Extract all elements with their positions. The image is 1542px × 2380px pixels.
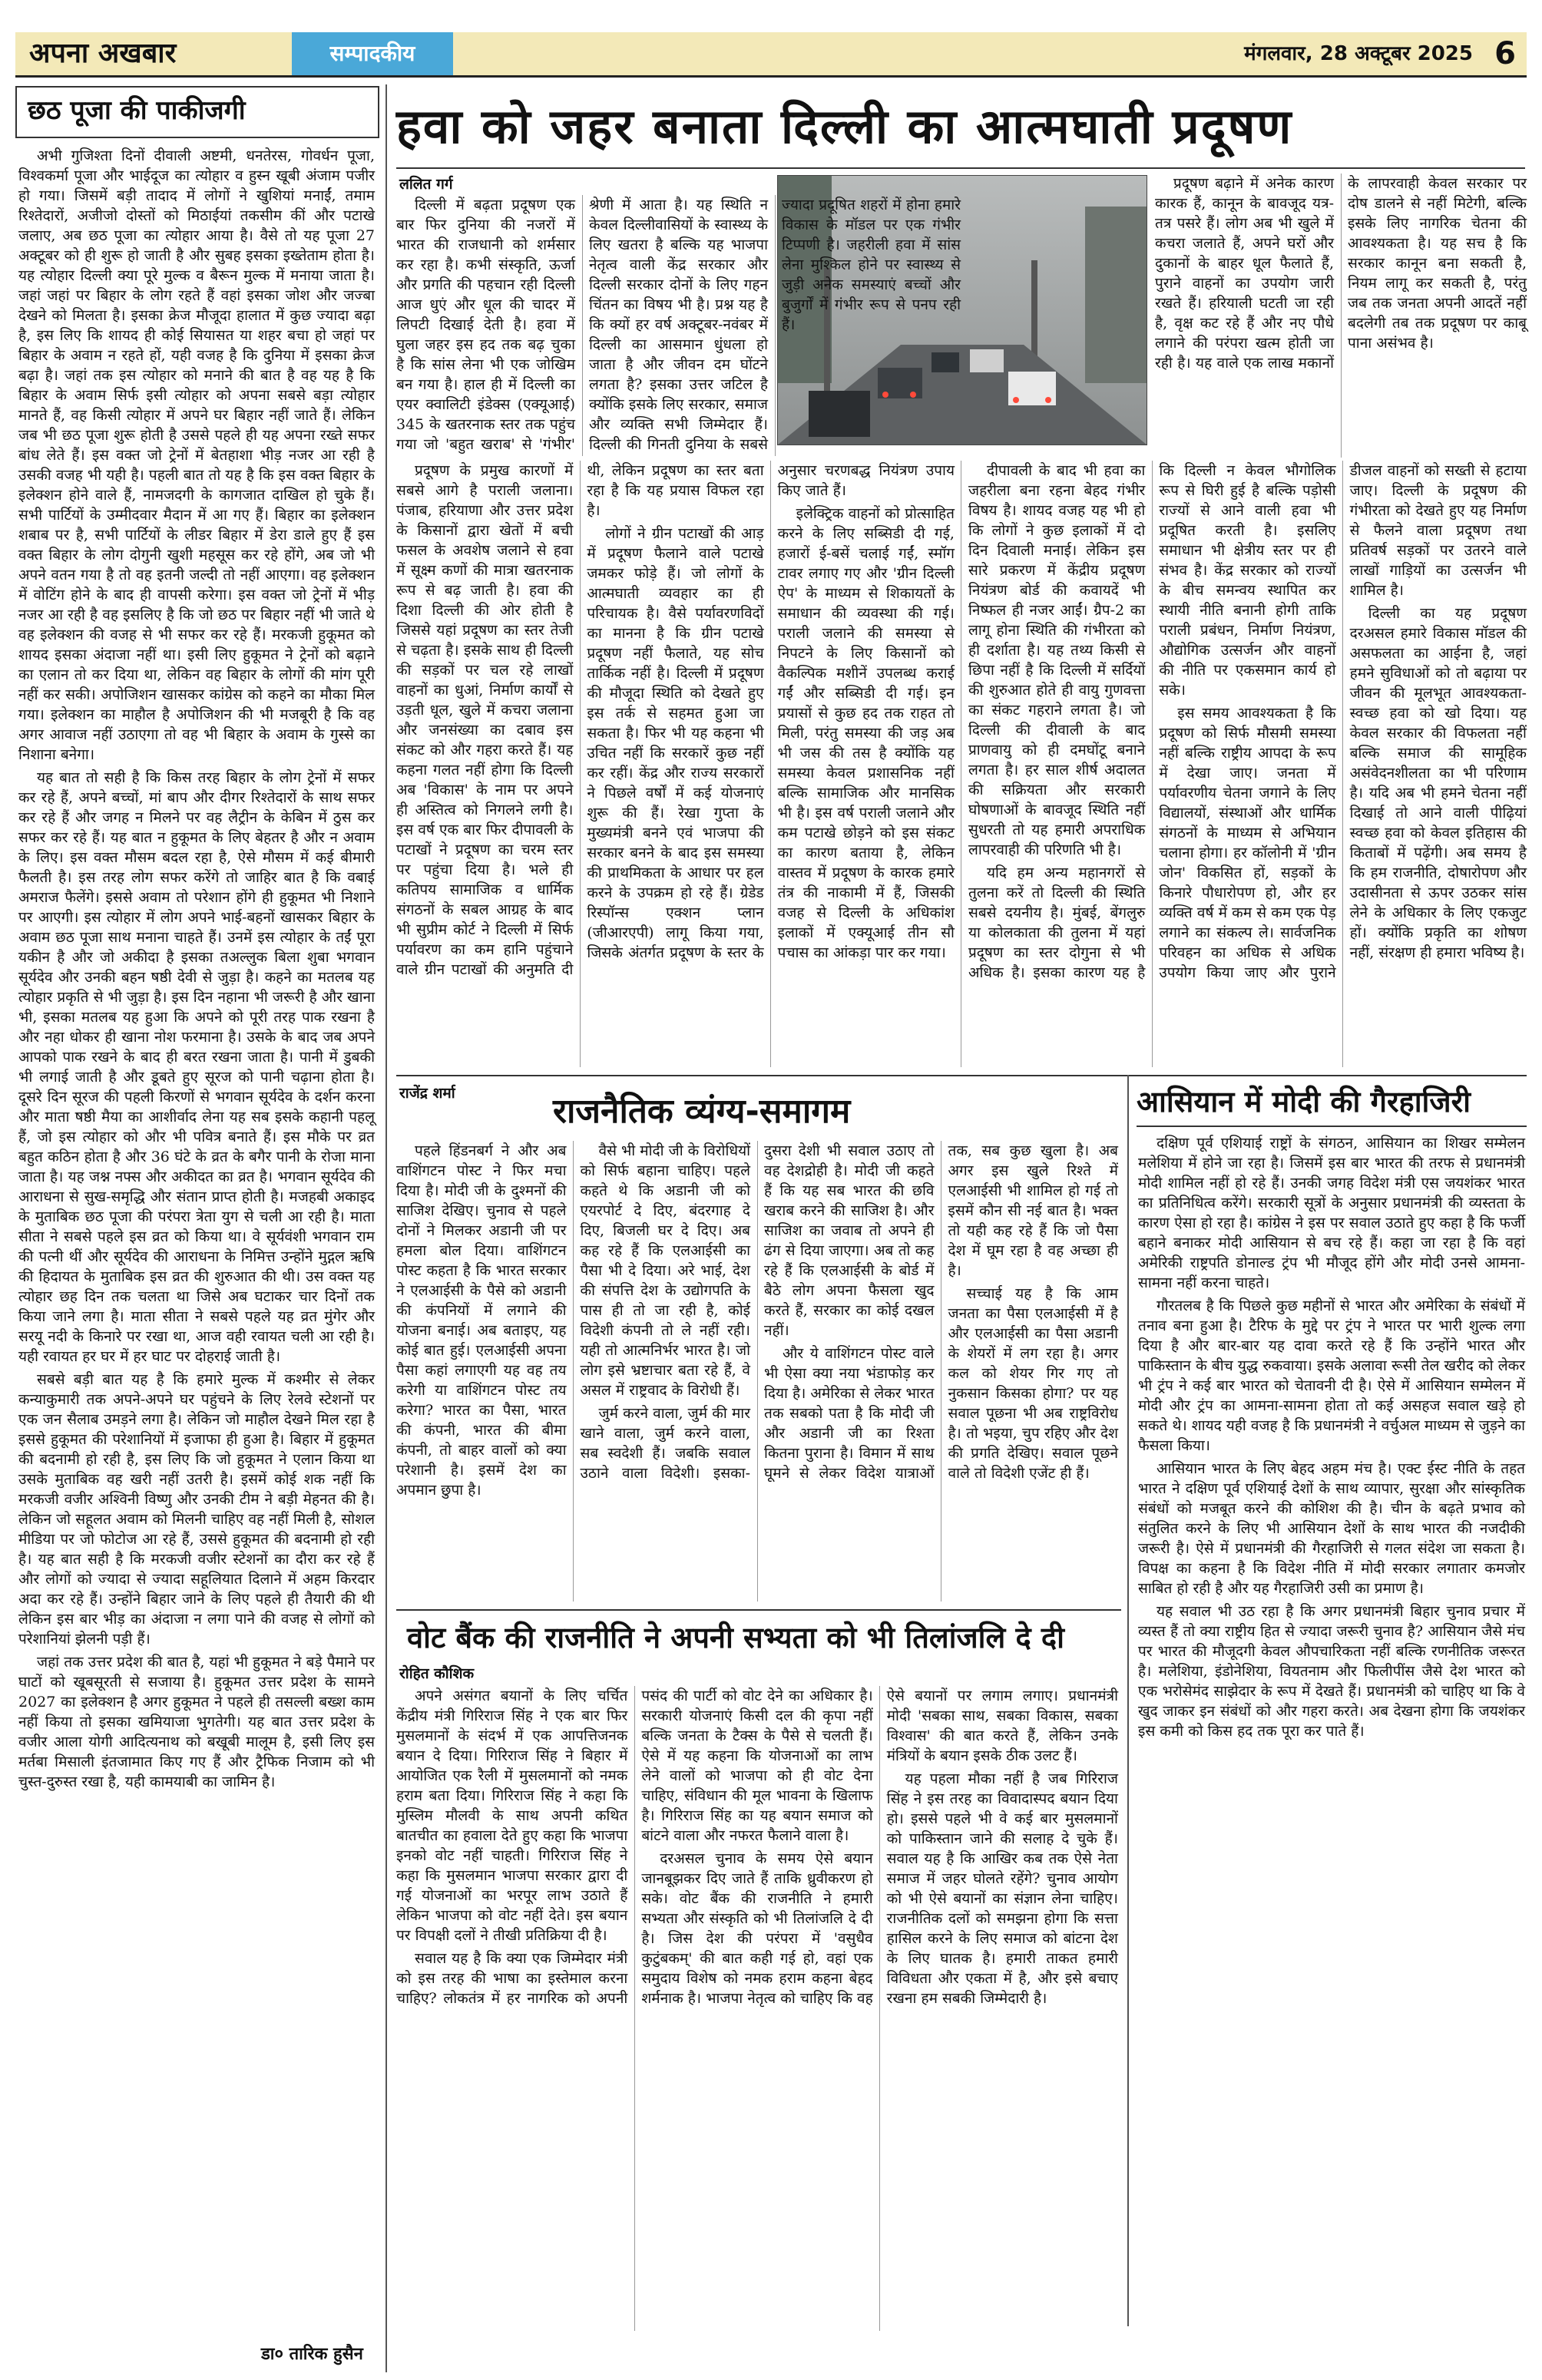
section-rule <box>396 1075 1527 1076</box>
section-rule <box>396 1609 1121 1611</box>
votebank-article-paragraph: यह पहला मौका नहीं है जब गिरिराज सिंह ने इस तरह का विवादास्पद बयान दिया हो। इससे पहले भी वे कई बार मुसलमानों को पाकिस्तान जाने की सलाह दे चुके हैं। सवाल यह है कि आखिर कब तक ऐसे नेता समाज में जहर घोलते रहेंगे? चुनाव आयोग को भी ऐसे बयानों का संज्ञान लेना चाहिए। राजनीतिक दलों को समझना होगा कि सत्ता हासिल करने के लिए समाज को बांटना देश के लिए घातक है। हमारी ताकत हमारी विविधता और एकता में है, और इसे बचाए रखना हम सबकी जिम्मेदारी है। <box>886 1770 1118 2007</box>
main-article-body-lower <box>396 461 1527 1067</box>
asean-article-paragraph: दक्षिण पूर्व एशियाई राष्ट्रों के संगठन, आसियान का शिखर सम्मेलन मलेशिया में होने जा रहा है। जिसमें इस बार भारत की तरफ से प्रधानमंत्री मोदी शामिल नहीं हो रहे हैं। उनकी जगह विदेश मंत्री एस जयशंकर भारत का प्रतिनिधित्व करेंगे। सरकारी सूत्रों के अनुसार प्रधानमंत्री की व्यस्तता के कारण ऐसा हो रहा है। कांग्रेस ने इस पर सवाल उठाते हुए कहा है कि फर्जी बहाने बनाकर मोदी आसियान से बच रहे हैं। कहा जा रहा है कि वहां अमेरिकी राष्ट्रपति डोनाल्ड ट्रंप भी मौजूद होंगे और मोदी उनसे आमना-सामना नहीं करना चाहते। <box>1138 1135 1525 1291</box>
satire-article-paragraph: वैसे भी मोदी जी के विरोधियों को सिर्फ बहाना चाहिए। पहले कहते थे कि अडानी जी को एयरपोर्ट दे दिए, बंदरगाह दे दिए, बिजली घर दे दिए। अब कह रहे हैं कि एलआईसी का पैसा भी दे दिया। अरे भाई, देश की संपत्ति देश के उद्योगपति के पास ही तो जा रही है, कोई विदेशी कंपनी तो ले नहीं रही। यही तो आत्मनिर्भर भारत है। जो लोग इसे भ्रष्टाचार बता रहे हैं, वे असल में राष्ट्रवाद के विरोधी हैं। <box>580 1142 751 1399</box>
main-article-paragraph: इस समय आवश्यकता है कि प्रदूषण को सिर्फ मौसमी समस्या नहीं बल्कि राष्ट्रीय आपदा के रूप में देखा जाए। जनता में पर्यावरणीय चेतना जगाने के लिए विद्यालयों, संस्थाओं और धार्मिक संगठनों के माध्यम से अभियान चलाना होगा। हर कॉलोनी में 'ग्रीन जोन' विकसित हों, सड़कों के किनारे पौधारोपण हो, और हर व्यक्ति वर्ष में कम से कम एक पेड़ लगाने का संकल्प ले। सार्वजनिक परिवहन का अधिक से अधिक उपयोग किया जाए और पुराने डीजल वाहनों को सख्ती से हटाया जाए। दिल्ली के प्रदूषण की गंभीरता को देखते हुए यह निर्माण से फैलने वाला प्रदूषण तथा प्रतिवर्ष सड़कों पर उतरने वाले लाखों गाड़ियों का उत्सर्जन भी शामिल है। <box>1159 462 1527 981</box>
section-label: सम्पादकीय <box>292 32 453 75</box>
satire-article-title: राजनैतिक व्यंग्य-समागम <box>553 1092 851 1131</box>
left-article-title: छठ पूजा की पाकीजगी <box>28 95 246 126</box>
votebank-article-paragraph: अपने असंगत बयानों के लिए चर्चित केंद्रीय मंत्री गिरिराज सिंह ने एक बार फिर मुसलमानों के संदर्भ में एक आपत्तिजनक बयान दे दिया। गिरिराज सिंह ने बिहार में आयोजित एक रैली में मुसलमानों को नमक हराम बता दिया। गिरिराज सिंह ने कहा कि मुस्लिम मौलवी के साथ अपनी कथित बातचीत का हवाला देते हुए कहा कि भाजपा इनको वोट नहीं चाहती। गिरिराज सिंह ने कहा कि मुसलमान भाजपा सरकार द्वारा दी गई योजनाओं का भरपूर लाभ उठाते हैं लेकिन भाजपा को वोट नहीं देते। इस बयान पर विपक्षी दलों ने तीखी प्रतिक्रिया दी है। <box>396 1687 628 1944</box>
satire-article-body <box>396 1141 1118 1602</box>
left-article-paragraph: सबसे बड़ी बात यह है कि हमारे मुल्क में कश्मीर से लेकर कन्याकुमारी तक अपने-अपने घर पहुंचने के लिए रेलवे स्टेशनों पर एक जन सैलाब उमड़ने लगा है। लेकिन जो माहौल देखने मिल रहा है इससे हुकूमत की परेशानियों में इजाफा ही हुआ है। बिहार में हुकूमत की बदनामी हो रही है, इस लिए कि जो हुकूमत ने एलान किया था उसके मुताबिक वह खरी नहीं उतरी है। इसमें कोई शक नहीं कि मरकजी वजीर अश्विनी विष्णु और उनकी टीम ने बड़ी मेहनत की है। लेकिन जो सहूलत अवाम को मिलनी चाहिए वह नहीं मिली है, सोशल मीडिया पर जो फोटोज आ रहे हैं, उससे हुकूमत की बदनामी हो रही है। यह बात सही है कि मरकजी वजीर स्टेशनों का दौरा कर रहे हैं और लोगों को ज्यादा से ज्यादा सहूलियात दिलाने में अहम किरदार अदा कर रहे हैं। उन्होंने बिहार जाने के लिए पहले ही तैयारी की थी लेकिन इस बार भीड़ का अंदाजा न लगा पाने की वजह से लोगों को परेशानियां झेलनी पड़ी हैं। <box>18 1371 375 1648</box>
page-number: 6 <box>1494 36 1516 71</box>
page-header <box>15 32 1527 78</box>
left-article-paragraph: जहां तक उत्तर प्रदेश की बात है, यहां भी हुकूमत ने बड़े पैमाने पर घाटों को खूबसूरती से सजाया है। हुकूमत उत्तर प्रदेश के सामने 2027 का इलेक्शन है अगर हुकूमत ने पहले ही तसल्ली बख्श काम नहीं किया तो इसका खमियाजा भुगतेगी। यह बात उत्तर प्रदेश के वजीर आला योगी आदित्यनाथ को बखूबी मालूम है, इसी लिए इस मर्तबा मिसाली इंतजामात किए गए हैं और ट्रैफिक निजाम को भी चुस्त-दुरुस्त रखा है, यही कामयाबी का जामिन है। <box>18 1654 375 1790</box>
main-article-paragraph: प्रदूषण बढ़ाने में अनेक कारण कारक हैं, कानून के बावजूद यत्र-तत्र पसरे हैं। लोग अब भी खुले में कचरा जलाते हैं, अपने घरों और दुकानों के बाहर धूल फैलाते हैं, पुराने वाहनों का उपयोग जारी रखते हैं। हरियाली घटती जा रही है, वृक्ष कट रहे हैं और नए पौधे लगाने की परंपरा खत्म होती जा रही है। यह वाले एक लाख मकानों के लापरवाही केवल सरकार पर दोष डालने से नहीं मिटेगी, बल्कि इसके लिए नागरिक चेतना की आवश्यकता है। यह सच है कि सरकार कानून बना सकती है, नियम लागू कर सकती है, परंतु जब तक जनता अपनी आदतें नहीं बदलेगी तब तक प्रदूषण पर काबू पाना असंभव है। <box>1155 175 1527 372</box>
main-article-author: ललित गर्ग <box>399 176 453 193</box>
votebank-article-author: रोहित कौशिक <box>399 1665 475 1682</box>
satire-article-paragraph: और ये वाशिंगटन पोस्ट वाले भी ऐसा क्या नया भंडाफोड़ कर दिया है। अमेरिका से लेकर भारत तक सबको पता है कि मोदी जी और अडानी जी का रिश्ता कितना पुराना है। विमान में साथ घूमने से लेकर विदेश यात्राओं तक, सब कुछ खुला है। अब अगर इस खुले रिश्ते में एलआईसी भी शामिल हो गई तो इसमें कौन सी नई बात है। भक्त तो यही कह रहे हैं कि जो पैसा देश में घूम रहा है वह अच्छा ही है। <box>764 1142 1118 1482</box>
column-divider <box>1127 1075 1129 2326</box>
main-article-body <box>396 195 961 456</box>
main-article-paragraph: दिल्ली में बढ़ता प्रदूषण एक बार फिर दुनिया की नजरों में भारत की राजधानी को शर्मसार कर रहा है। कभी संस्कृति, ऊर्जा और प्रगति की पहचान रही दिल्ली आज धुएं और धूल की चादर में लिपटी दिखाई देती है। हवा में घुला जहर इस हद तक बढ़ चुका है कि सांस लेना भी एक जोखिम बन गया है। हाल ही में दिल्ली का एयर क्वालिटी इंडेक्स (एक्यूआई) 345 के खतरनाक स्तर तक पहुंच गया जो 'बहुत खराब' से 'गंभीर' श्रेणी में आता है। यह स्थिति न केवल दिल्लीवासियों के स्वास्थ्य के लिए खतरा है बल्कि यह भाजपा नेतृत्व वाली केंद्र सरकार और दिल्ली सरकार दोनों के लिए गहन चिंतन का विषय भी है। प्रश्न यह है कि क्यों हर वर्ष अक्टूबर-नवंबर में दिल्ली का आसमान धुंधला हो जाता है और जीवन दम घोंटने लगता है? इसका उत्तर जटिल है क्योंकि इसके लिए सरकार, समाज और व्यक्ति सभी जिम्मेदार हैं। दिल्ली की गिनती दुनिया के सबसे ज्यादा प्रदूषित शहरों में होना हमारे विकास के मॉडल पर एक गंभीर टिप्पणी है। जहरीली हवा में सांस लेना मुश्किल होने पर स्वास्थ्य से जुड़ी अनेक समस्याएं बच्चों और बुजुर्गों में गंभीर रूप से पनप रही हैं। <box>396 197 961 453</box>
left-article-paragraph: यह बात तो सही है कि किस तरह बिहार के लोग ट्रेनों में सफर कर रहे हैं, अपने बच्चों, मां बाप और दीगर रिश्तेदारों के साथ सफर कर रहे हैं और जगह न मिलने पर वह लैट्रीन के केबिन में ठुस कर सफर कर रहे हैं। यह बात न हुकूमत के लिए बेहतर है और न अवाम के लिए। इस वक्त मौसम बदल रहा है, ऐसे मौसम में कई बीमारी फैलती है। इस तरह लोग सफर करेंगे तो जाहिर बात है कि वबाई अमराज फैलेंगे। इससे अवाम तो परेशान होंगे ही हुकूमत भी निशाने पर आएगी। इस त्योहार में लोग अपने भाई-बहनों खासकर बिहार के अवाम छठ पूजा साथ मनाना चाहते हैं। उनमें इस त्योहार के तईं पूरा यकीन है और जो अकीदा है इसका तअल्लुक बिला शुबा भगवान सूर्यदेव और उनकी बहन षष्ठी देवी से जुड़ा है। कहने का मतलब यह त्योहार प्रकृति से भी जुड़ा है। इस दिन नहाना भी जरूरी है और खाना भी, इसका मतलब यह हुआ कि अपने को पूरी तरह पाक रखना है और नहा धोकर ही खाना नोश फरमाना है। उसके के बाद जब अपने आपको पाक रखने के बाद ही बरत रखना जाता है। पानी में डुबकी भी लगाई जाती है और डूबते हुए सूरज को पानी चढ़ाना होता है। दूसरे दिन सूरज की पहली किरणों से भगवान सूर्यदेव के दर्शन करना और माता षष्ठी मैया का आशीर्वाद लेना यह सब इसके कहानी पहलू हैं, जो इस त्योहार को और भी पवित्र बनाते हैं। इस मौके पर व्रत बहुत कठिन होता है और 36 घंटे के व्रत के बगैर पानी के रोजा माना जाता है। यह जश्न नफ्स और अकीदत का व्रत है। भगवान सूर्यदेव की आराधना से सुख-समृद्धि और संतान प्राप्त होती है। मजहबी अकाइद के मुताबिक छठ पूजा की परंपरा त्रेता युग से चली आ रही है। माता सीता ने सबसे पहले इस व्रत को किया था। वे सूर्यवंशी भगवान राम की पत्नी थीं और सूर्यदेव की आराधना के निमित्त उन्होंने मुद्गल ऋषि की हिदायत के मुताबिक इस व्रत की शुरुआत की थी। उस वक्त यह त्योहार छह दिन तक चलता था जिसे अब घटाकर चार दिनों तक किया जाने लगा है। माता सीता ने सबसे पहले यह व्रत मुंगेर और सरयू नदी के किनारे पर रखा था, आज वही रवायत चली आ रही है। यही रवायत हर घर में हर घाट पर दोहराई जाती है। <box>18 769 375 1365</box>
main-title-rule <box>396 167 1525 169</box>
asean-title-rule <box>1137 1126 1527 1127</box>
votebank-article-title: वोट बैंक की राजनीति ने अपनी सभ्यता को भी तिलांजलि दे दी <box>407 1621 1064 1654</box>
left-article-author: डा० तारिक हुसैन <box>261 2344 363 2364</box>
asean-article-body <box>1138 1133 1525 2331</box>
main-article-paragraph: इलेक्ट्रिक वाहनों को प्रोत्साहित करने के लिए सब्सिडी दी गई, हजारों ई-बसें चलाई गईं, स्मॉग टावर लगाए गए और 'ग्रीन दिल्ली ऐप' के माध्यम से शिकायतों के समाधान की व्यवस्था की गई। पराली जलाने की समस्या से निपटने के लिए किसानों को वैकल्पिक मशीनें उपलब्ध कराई गईं और सब्सिडी दी गई। इन प्रयासों से कुछ हद तक राहत तो मिली, परंतु समस्या की जड़ अब भी जस की तस है क्योंकि यह समस्या केवल प्रशासनिक नहीं बल्कि सामाजिक और मानसिक भी है। इस वर्ष पराली जलाने और कम पटाखे छोड़ने को इस संकट का कारण बताया है, लेकिन वास्तव में प्रदूषण के कारक हमारे तंत्र की नाकामी में हैं, जिसकी वजह से दिल्ली के अधिकांश इलाकों में एक्यूआई तीन सौ पचास का आंकड़ा पार कर गया। <box>777 505 955 961</box>
left-article-paragraph: अभी गुजिश्ता दिनों दीवाली अष्टमी, धनतेरस, गोवर्धन पूजा, विश्वकर्मा पूजा और भाईदूज का त्योहार व हुस्न खूबी अंजाम पजीर हो गया। जिसमें बड़ी तादाद में लोगों ने खुशियां मनाईं, तमाम रिश्तेदारों, अजीजो दोस्तों को मिठाईयां तकसीम कीं और पटाखे जलाए, अब छठ पूजा का त्योहार आया है। वैसे तो यह पूजा 27 अक्टूबर को ही शुरू हो जाती है और सुबह इसका इख्तेताम होता है। यह त्योहार दिल्ली क्या पूरे मुल्क व बैरून मुल्क में मनाया जाता है। जहां जहां पर बिहार के लोग रहते हैं वहां इसका जोश और जज्बा देखने को मिलता है। इसका क्रेज मौजूदा हालात में कुछ ज्यादा बढ़ा है, इस लिए कि शायद ही कोई सियासत या शहर बचा हो जहां पर बिहार के अवाम न रहते हों, यही वजह है कि दुनिया में इसका क्रेज बढ़ा है। जहां तक इस त्योहार को मनाने की बात है वह यह है कि बिहार के अवाम सिर्फ इसी त्योहार को अपना सबसे बड़ा त्योहार मानते हैं, वह किसी त्योहार में अपने घर बिहार नहीं जाते हैं। लेकिन जब भी छठ पूजा शुरू होती है उससे पहले ही यह अपना रख्ते सफर बांध लेते हैं। इस वक्त जो ट्रेनों में बेतहाशा भीड़ नजर आ रही है उसकी वजह भी यही है। पहली बात तो यह है कि इस वक्त बिहार के इलेक्शन होने वाले हैं, नामजदगी के कागजात दाखिल हो चुके हैं। सभी पार्टियों के उम्मीदवार मैदान में आ गए हैं। बिहार का इलेक्शन शबाब पर है, सभी पार्टियों के लीडर बिहार में डेरा डाले हुए हैं इस वक्त बिहार के लोग दोगुनी खुशी महसूस कर रहे होंगे, अब जो भी अपने वतन गया है तो वह इतनी जल्दी तो नहीं आएगा। वह इलेक्शन में वोटिंग होने के बाद ही वापसी करेगा। इस वक्त जो ट्रेनों में भीड़ नजर आ रही है वह इसलिए है कि जो छठ पर बिहार नहीं भी जाते थे वह इलेक्शन की वजह से भी सफर कर रहे हैं। मरकजी हुकूमत को शायद इसका अंदाजा नहीं था। इसी लिए हुकूमत ने ट्रेनों को बढ़ाने का एलान तो कर दिया था, लेकिन वह बिहार के लोगों की मांग पूरी नहीं कर सकी। अपोजिशन खासकर कांग्रेस को कहने का मौका मिल गया। इलेक्शन का माहौल है अपोजिशन की भी मजबूरी है कि वह अगर आवाज नहीं उठाएगा तो वह भी बिहार के अवाम के गुस्से का निशाना बनेगा। <box>18 147 375 763</box>
satire-article-paragraph: पहले हिंडनबर्ग ने और अब वाशिंगटन पोस्ट ने फिर मचा दिया है। मोदी जी के दुश्मनों की साजिश देखिए। चुनाव से पहले दोनों ने मिलकर अडानी जी पर हमला बोल दिया। वाशिंगटन पोस्ट कहता है कि भारत सरकार ने एलआईसी के पैसे को अडानी की कंपनियों में लगाने की योजना बनाई। अब बताइए, यह कोई बात हुई। एलआईसी अपना पैसा कहां लगाएगी यह वह तय करेगी या वाशिंगटन पोस्ट तय करेगा? भारत का पैसा, भारत की कंपनी, भारत की बीमा कंपनी, तो बाहर वालों को क्या परेशानी है। इसमें देश का अपमान छुपा है। <box>396 1142 567 1499</box>
satire-article-author: राजेंद्र शर्मा <box>399 1085 455 1102</box>
asean-article-paragraph: आसियान भारत के लिए बेहद अहम मंच है। एक्ट ईस्ट नीति के तहत भारत ने दक्षिण पूर्व एशियाई देशों के साथ व्यापार, सुरक्षा और सांस्कृतिक संबंधों को मजबूत करने की कोशिश की है। चीन के बढ़ते प्रभाव को संतुलित करने के लिए भी आसियान देशों के साथ भारत की नजदीकी जरूरी है। ऐसे में प्रधानमंत्री की गैरहाजिरी से गलत संदेश जा सकता है। विपक्ष का कहना है कि विदेश नीति में मोदी सरकार लगातार कमजोर साबित हो रही है और यह गैरहाजिरी उसी का प्रमाण है। <box>1138 1460 1525 1597</box>
satire-article-paragraph: सच्चाई यह है कि आम जनता का पैसा एलआईसी में है और एलआईसी का पैसा अडानी के शेयरों में लग रहा है। अगर कल को शेयर गिर गए तो नुकसान किसका होगा? पर यह सवाल पूछना भी अब राष्ट्रविरोध है। तो भइया, चुप रहिए और देश की प्रगति देखिए। सवाल पूछने वाले तो विदेशी एजेंट ही हैं। <box>948 1285 1118 1482</box>
main-article-paragraph: लोगों ने ग्रीन पटाखों की आड़ में प्रदूषण फैलाने वाले पटाखे जमकर फोड़े हैं। जो लोगों के आत्मघाती व्यवहार का ही परिचायक है। वैसे पर्यावरणविदों का मानना है कि ग्रीन पटाखे प्रदूषण नहीं फैलाते, यह सोच तार्किक नहीं है। दिल्ली में प्रदूषण की मौजूदा स्थिति को देखते हुए इस तर्क से सहमत हुआ जा सकता है। फिर भी यह कहना भी उचित नहीं कि सरकारें कुछ नहीं कर रहीं। केंद्र और राज्य सरकारों ने पिछले वर्षों में कई योजनाएं शुरू की हैं। रेखा गुप्ता के मुख्यमंत्री बनने एवं भाजपा की सरकार बनने के बाद इस समस्या की प्राथमिकता के आधार पर हल करने के उपक्रम हो रहे हैं। ग्रेडेड रिस्पॉन्स एक्शन प्लान (जीआरएपी) लागू किया गया, जिसके अंतर्गत प्रदूषण के स्तर के अनुसार चरणबद्ध नियंत्रण उपाय किए जाते हैं। <box>587 462 955 961</box>
main-article-paragraph: दीपावली के बाद भी हवा का जहरीला बना रहना बेहद गंभीर विषय है। शायद वजह यह भी हो कि लोगों ने कुछ इलाकों में दो दिन दिवाली मनाई। लेकिन इस सारे प्रकरण में केंद्रीय प्रदूषण नियंत्रण बोर्ड की कवायदें भी निष्फल ही नजर आईं। ग्रैप-2 का लागू होना स्थिति की गंभीरता को ही दर्शाता है। यह तथ्य किसी से छिपा नहीं है कि दिल्ली में सर्दियों की शुरुआत होते ही वायु गुणवत्ता का संकट गहराने लगता है। जो दिल्ली की दीवाली के बाद प्राणवायु को ही दमघोंटू बनाने लगता है। हर साल शीर्ष अदालत की सक्रियता और सरकारी घोषणाओं के बावजूद स्थिति नहीं सुधरती तो यह हमारी अपराधिक लापरवाही की परिणति भी है। <box>968 462 1146 858</box>
main-article-title: हवा को जहर बनाता दिल्ली का आत्मघाती प्रदूषण <box>396 98 1293 154</box>
main-article-paragraph: दिल्ली का यह प्रदूषण दरअसल हमारे विकास मॉडल की असफलता का आईना है, जहां हमने सुविधाओं को तो बढ़ाया पर जीवन की मूलभूत आवश्यकता-स्वच्छ हवा को खो दिया। यह केवल सरकार की विफलता नहीं बल्कि समाज की सामूहिक असंवेदनशीलता का भी परिणाम है। यदि अब भी हमने चेतना नहीं दिखाई तो आने वाली पीढ़ियां स्वच्छ हवा को केवल इतिहास की किताबों में पढ़ेंगी। अब समय है कि हम राजनीति, दोषारोपण और उदासीनता से ऊपर उठकर सांस लेने के अधिकार के लिए एकजुट हों। क्योंकि प्रकृति का शोषण नहीं, संरक्षण ही हमारा भविष्य है। <box>1349 605 1527 961</box>
main-article-body-right <box>1155 174 1527 458</box>
masthead: अपना अखबार <box>29 38 177 69</box>
left-article-body <box>18 146 375 2326</box>
votebank-article-paragraph: दरअसल चुनाव के समय ऐसे बयान जानबूझकर दिए जाते हैं ताकि ध्रुवीकरण हो सके। वोट बैंक की राजनीति ने हमारी सभ्यता और संस्कृति को भी तिलांजलि दे दी है। जिस देश की परंपरा में 'वसुधैव कुटुंबकम्' की बात कही गई हो, वहां एक समुदाय विशेष को नमक हराम कहना बेहद शर्मनाक है। भाजपा नेतृत्व को चाहिए कि वह ऐसे बयानों पर लगाम लगाए। प्रधानमंत्री मोदी 'सबका साथ, सबका विकास, सबका विश्वास' की बात करते हैं, लेकिन उनके मंत्रियों के बयान इसके ठीक उलट हैं। <box>641 1687 1118 2007</box>
main-article-paragraph: यदि हम अन्य महानगरों से तुलना करें तो दिल्ली की स्थिति सबसे दयनीय है। मुंबई, बेंगलुरु या कोलकाता की तुलना में यहां प्रदूषण का स्तर दोगुना से भी अधिक है। इसका कारण यह है कि दिल्ली न केवल भौगोलिक रूप से घिरी हुई है बल्कि पड़ोसी राज्यों से आने वाली हवा भी प्रदूषित करती है। इसलिए समाधान भी क्षेत्रीय स्तर पर ही संभव है। केंद्र सरकार को राज्यों के बीच समन्वय स्थापित कर स्थायी नीति बनानी होगी ताकि पराली प्रबंधन, निर्माण नियंत्रण, औद्योगिक उत्सर्जन और वाहनों की नीति पर एकसमान कार्य हो सके। <box>968 462 1336 981</box>
asean-article-title: आसियान में मोदी की गैरहाजिरी <box>1137 1085 1471 1119</box>
votebank-article-paragraph: सवाल यह है कि क्या एक जिम्मेदार मंत्री को इस तरह की भाषा का इस्तेमाल करना चाहिए? लोकतंत्र में हर नागरिक को अपनी पसंद की पार्टी को वोट देने का अधिकार है। सरकारी योजनाएं किसी दल की कृपा नहीं बल्कि जनता के टैक्स के पैसे से चलती हैं। ऐसे में यह कहना कि योजनाओं का लाभ लेने वालों को भाजपा को ही वोट देना चाहिए, संविधान की मूल भावना के खिलाफ है। गिरिराज सिंह का यह बयान समाज को बांटने वाला और नफरत फैलाने वाला है। <box>396 1687 873 2007</box>
issue-date: मंगलवार, 28 अक्टूबर 2025 <box>1244 42 1473 65</box>
column-divider <box>386 84 387 2372</box>
asean-article-paragraph: गौरतलब है कि पिछले कुछ महीनों से भारत और अमेरिका के संबंधों में तनाव बना हुआ है। टैरिफ के मुद्दे पर ट्रंप ने भारत पर भारी शुल्क लगा दिया है और बार-बार यह दावा करते रहे हैं कि उन्होंने भारत और पाकिस्तान के बीच युद्ध रुकवाया। इसके अलावा रूसी तेल खरीद को लेकर भी ट्रंप ने कई बार भारत को चेतावनी दी है। ऐसे में आसियान सम्मेलन में मोदी और ट्रंप का आमना-सामना होता तो कई असहज सवाल खड़े हो सकते थे। शायद यही वजह है कि प्रधानमंत्री ने वर्चुअल माध्यम से जुड़ने का फैसला किया। <box>1138 1297 1525 1454</box>
votebank-article-body <box>396 1686 1118 2331</box>
left-article-title-box <box>15 86 379 138</box>
asean-article-paragraph: यह सवाल भी उठ रहा है कि अगर प्रधानमंत्री बिहार चुनाव प्रचार में व्यस्त हैं तो क्या राष्ट्रीय हित से ज्यादा जरूरी चुनाव है? आसियान जैसे मंच पर भारत की मौजूदगी केवल औपचारिकता नहीं बल्कि रणनीतिक जरूरत है। मलेशिया, इंडोनेशिया, वियतनाम और फिलीपींस जैसे देश भारत को एक भरोसेमंद साझेदार के रूप में देखते हैं। प्रधानमंत्री को चाहिए था कि वे खुद जाकर इन संबंधों को और गहरा करते। अब देखना होगा कि जयशंकर इस कमी को किस हद तक पूरा कर पाते हैं। <box>1138 1603 1525 1740</box>
main-article-paragraph: प्रदूषण के प्रमुख कारणों में सबसे आगे है पराली जलाना। पंजाब, हरियाणा और उत्तर प्रदेश के किसानों द्वारा खेतों में बची फसल के अवशेष जलाने से हवा में सूक्ष्म कणों की मात्रा खतरनाक रूप से बढ़ जाती है। हवा की दिशा दिल्ली की ओर होती है जिससे यहां प्रदूषण का स्तर तेजी से चढ़ता है। इसके साथ ही दिल्ली की सड़कों पर चल रहे लाखों वाहनों का धुआं, निर्माण कार्यों से उड़ती धूल, खुले में कचरा जलाना और जनसंख्या का दबाव इस संकट को और गहरा करते हैं। यह कहना गलत नहीं होगा कि दिल्ली अब 'विकास' के नाम पर अपने ही अस्तित्व को निगलने लगी है। इस वर्ष एक बार फिर दीपावली के पटाखों ने प्रदूषण का चरम स्तर पर पहुंचा दिया है। भले ही कतिपय सामाजिक व धार्मिक संगठनों के सबल आग्रह के बाद भी सुप्रीम कोर्ट ने दिल्ली में सिर्फ पर्यावरण का कम हानि पहुंचाने वाले ग्रीन पटाखों की अनुमति दी थी, लेकिन प्रदूषण का स्तर बता रहा है कि यह प्रयास विफल रहा है। <box>396 462 764 978</box>
satire-article-paragraph: जुर्म करने वाला, जुर्म की मार खाने वाला, जुर्म करने वाला, सब स्वदेशी हैं। जबकि सवाल उठाने वाला विदेशी। इसका-दुसरा देशी भी सवाल उठाए तो वह देशद्रोही है। मोदी जी कहते हैं कि यह सब भारत की छवि खराब करने की साजिश है। और साजिश का जवाब तो अपने ही ढंग से दिया जाएगा। अब तो कह रहे हैं कि एलआईसी के बोर्ड में बैठे लोग अपना फैसला खुद करते हैं, सरकार का कोई दखल नहीं। <box>580 1142 935 1482</box>
